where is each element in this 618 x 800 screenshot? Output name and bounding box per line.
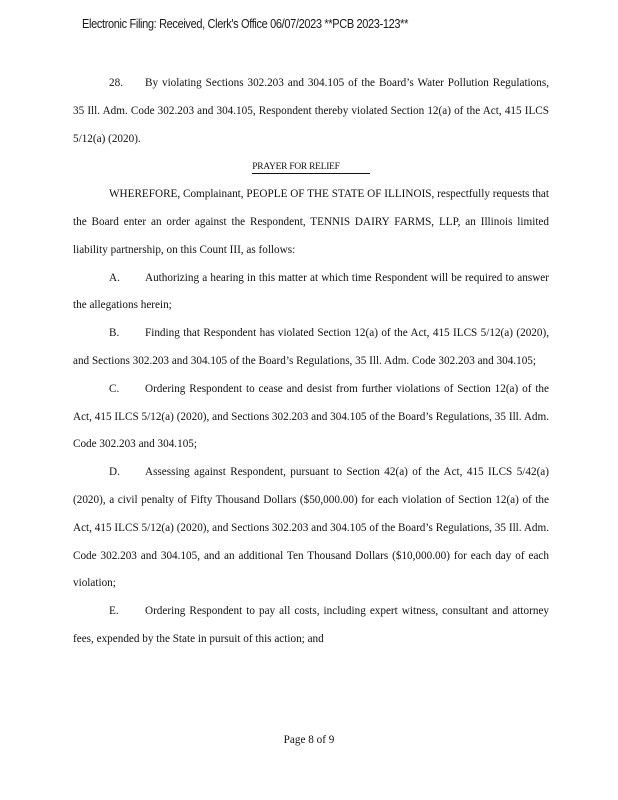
relief-item-c <box>73 376 549 459</box>
item-letter: B. <box>109 327 120 340</box>
document-body <box>73 70 549 654</box>
relief-item-e <box>73 598 549 654</box>
relief-item-d <box>73 459 549 598</box>
heading-text: PRAYER FOR RELIEF <box>252 161 369 174</box>
prayer-for-relief-heading <box>73 153 549 181</box>
paragraph-text: By violating Sections 302.203 and 304.105 of the Board’s Water Pollution Regulations, 35 Ill. Adm. Code 302.203 and 304.105, Respondent thereby violated Section 12(a) of the Act, 415 ILCS 5/12(a) (2020). <box>73 77 549 145</box>
relief-item-a <box>73 265 549 321</box>
item-text: Ordering Respondent to cease and desist from further violations of Section 12(a) of the Act, 415 ILCS 5/12(a) (2020), and Sections 302.203 and 304.105 of the Board’s Regulations, 35 Ill. Adm. Code 302.203 and 304.105; <box>73 382 549 451</box>
paragraph-number: 28. <box>109 77 123 89</box>
item-letter: A. <box>109 271 120 284</box>
relief-item-b <box>73 320 549 376</box>
item-text: Ordering Respondent to pay all costs, including expert witness, consultant and attorney fees, expended by the State in pursuit of this action; and <box>73 605 549 645</box>
item-letter: E. <box>109 605 119 618</box>
item-text: Finding that Respondent has violated Section 12(a) of the Act, 415 ILCS 5/12(a) (2020), and Sections 302.203 and 304.105 of the Board’s Regulations, 35 Ill. Adm. Code 302.203 and 304.105; <box>73 327 549 367</box>
page-number: Page 8 of 9 <box>283 734 335 746</box>
item-text: Authorizing a hearing in this matter at which time Respondent will be required to answer the allegations herein; <box>73 271 549 312</box>
item-letter: C. <box>109 382 120 395</box>
wherefore-paragraph: WHEREFORE, Complainant, PEOPLE OF THE STATE OF ILLINOIS, respectfully requests that the Board enter an order against the Respondent, TENNIS DAIRY FARMS, LLP, an Illinois limited liability partnership, on this Count III, as follows: <box>73 188 549 256</box>
item-text: Assessing against Respondent, pursuant to Section 42(a) of the Act, 415 ILCS 5/42(a) (2020), a civil penalty of Fifty Thousand Dollars ($50,000.00) for each violation of Section 12(a) of the Act, 415 ILCS 5/12(a) (2020), and Sections 302.203 and 304.105 of the Board’s Regulations, 35 Ill. Adm. Code 302.203 and 304.105, and an additional Ten Thousand Dollars ($10,000.00) for each day of each violation; <box>73 466 549 590</box>
electronic-filing-stamp: Electronic Filing: Received, Clerk's Office 06/07/2023 **PCB 2023-123** <box>82 17 409 31</box>
item-letter: D. <box>109 466 120 479</box>
paragraph-28 <box>73 70 549 153</box>
